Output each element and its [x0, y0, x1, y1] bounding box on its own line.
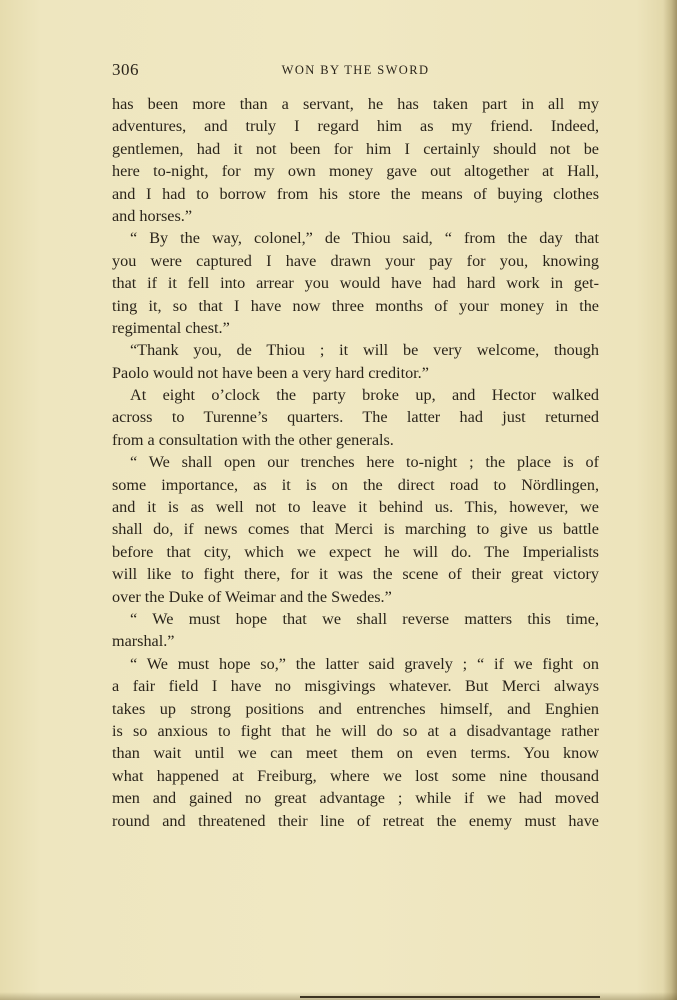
running-title: WON BY THE SWORD	[281, 63, 430, 77]
text-line: takes up strong positions and entrenches himself, and Enghien	[112, 699, 599, 718]
text-line: has been more than a servant, he has taken part in all my	[112, 95, 599, 113]
text-line: before that city, which we expect he will do. The Imperialists	[112, 542, 599, 561]
text-line: adventures, and truly I regard him as my friend. Indeed,	[112, 117, 599, 136]
text-line: “ We must hope so,” the latter said gravely ; “ if we fight on	[130, 654, 599, 673]
text-line: some importance, as it is on the direct road to Nördlingen,	[112, 475, 599, 494]
text-line: across to Turenne’s quarters. The latter had just returned	[112, 408, 599, 427]
text-line: “ We shall open our trenches here to-night ; the place is of	[130, 453, 599, 472]
text-line: Paolo would not have been a very hard creditor.”	[112, 363, 429, 382]
text-line: will like to fight there, for it was the scene of their great victory	[112, 565, 599, 584]
text-line: that if it fell into arrear you would have had hard work in get-	[112, 274, 599, 293]
text-line: gentlemen, had it not been for him I certainly should not be	[112, 139, 599, 158]
text-line: shall do, if news comes that Merci is marching to give us battle	[112, 520, 599, 539]
text-line: and it is as well not to leave it behind us. This, however, we	[112, 498, 599, 517]
page-edge-shadow	[663, 0, 677, 1000]
text-line: At eight o’clock the party broke up, and Hector walked	[130, 386, 599, 405]
text-line: and horses.”	[112, 206, 193, 225]
text-line: round and threatened their line of retreat the enemy must have	[112, 811, 599, 830]
text-line: ting it, so that I have now three months of your money in the	[112, 296, 599, 315]
text-line: “ We must hope that we shall reverse matters this time,	[130, 609, 599, 628]
text-line: here to-night, for my own money gave out altogether at Hall,	[112, 162, 599, 181]
text-line: “ By the way, colonel,” de Thiou said, “ from the day that	[130, 229, 599, 248]
text-line: and I had to borrow from his store the means of buying clothes	[112, 184, 599, 203]
text-line: regimental chest.”	[112, 318, 230, 337]
body-text	[112, 93, 599, 832]
text-line: marshal.”	[112, 632, 175, 651]
text-line: what happened at Freiburg, where we lost some nine thousand	[112, 766, 599, 785]
page-number: 306	[112, 60, 139, 79]
text-line: a fair field I have no misgivings whatever. But Merci always	[112, 677, 599, 696]
text-line: “Thank you, de Thiou ; it will be very welcome, though	[130, 341, 599, 360]
text-line: you were captured I have drawn your pay for you, knowing	[112, 251, 599, 270]
page-header	[112, 60, 599, 84]
text-line: is so anxious to fight that he will do so at a disadvantage rather	[112, 721, 599, 740]
text-line: over the Duke of Weimar and the Swedes.”	[112, 587, 392, 606]
bottom-edge-rule	[300, 996, 600, 998]
text-line: men and gained no great advantage ; while if we had moved	[112, 789, 599, 808]
text-line: from a consultation with the other generals.	[112, 430, 394, 449]
text-line: than wait until we can meet them on even terms. You know	[112, 744, 599, 763]
